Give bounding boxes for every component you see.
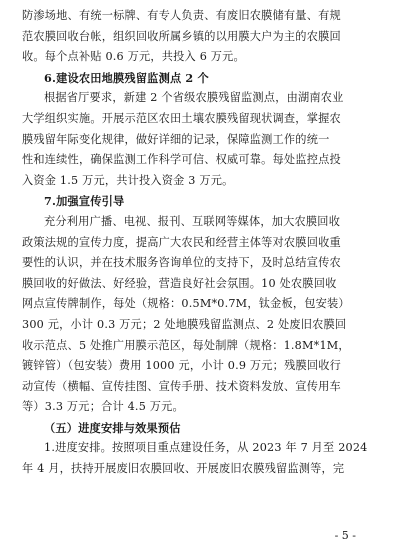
text-line: 膜残留年际变化规律，做好详细的记录，保障监测工作的统一: [22, 132, 330, 146]
text-line: 动宣传（横幅、宣传挂图、宣传手册、技术资料发放、宣传用车: [22, 379, 341, 393]
text-line: 收。每个点补贴 0.6 万元，共投入 6 万元。: [22, 50, 245, 64]
text-line: 防渗场地、有统一标牌、有专人负责、有废旧农膜储有量、有规: [22, 9, 341, 22]
text-line: 等）3.3 万元；合计 4.5 万元。: [22, 400, 184, 414]
text-line: 大学组织实施。开展示范区农田土壤农膜残留现状调查，掌握农: [22, 111, 341, 125]
text-line: 要性的认识，并在技术服务咨询单位的支持下，及时总结宣传农: [22, 256, 341, 270]
text-line: 年 4 月，扶持开展废旧农膜回收、开展废旧农膜残留监测等，完: [22, 462, 345, 476]
text-line: 政策法规的宣传力度，提高广大农民和经营主体等对农膜回收重: [22, 235, 341, 249]
text-line: 充分利用广播、电视、报刊、互联网等媒体，加大农膜回收: [44, 214, 341, 228]
text-line: 范农膜回收台帐，组织回收所属乡镇的以用膜大户为主的农膜回: [22, 29, 341, 43]
page-number: - 5 -: [334, 529, 356, 542]
section-heading: 7.加强宣传引导: [44, 194, 125, 209]
text-line: 1.进度安排。按照项目重点建设任务，从 2023 年 7 月至 2024: [44, 441, 368, 455]
section-heading: 6.建设农田地膜残留监测点 2 个: [44, 70, 209, 85]
text-line: 300 元，小计 0.3 万元；2 处地膜残留监测点、2 处废旧农膜回: [22, 317, 347, 331]
text-line: 入资金 1.5 万元，共计投入资金 3 万元。: [22, 173, 234, 187]
text-line: 膜回收的好做法、好经验，营造良好社会氛围。10 处农膜回收: [22, 276, 337, 290]
text-line: 根据省厅要求，新建 2 个省级农膜残留监测点，由湖南农业: [44, 91, 344, 105]
text-line: 收示范点、5 处推广用膜示范区，每处制牌（规格：1.8M*1M，: [22, 338, 350, 352]
section-heading: （五）进度安排与效果预估: [44, 420, 181, 435]
text-line: 镀锌管）（包安装）费用 1000 元，小计 0.9 万元；残膜回收行: [22, 359, 342, 373]
text-line: 网点宣传牌制作，每处（规格：0.5M*0.7M，钛金板，包安装）: [22, 297, 350, 311]
text-line: 性和连续性，确保监测工作科学可信、权威可靠。每处监控点投: [22, 153, 341, 167]
